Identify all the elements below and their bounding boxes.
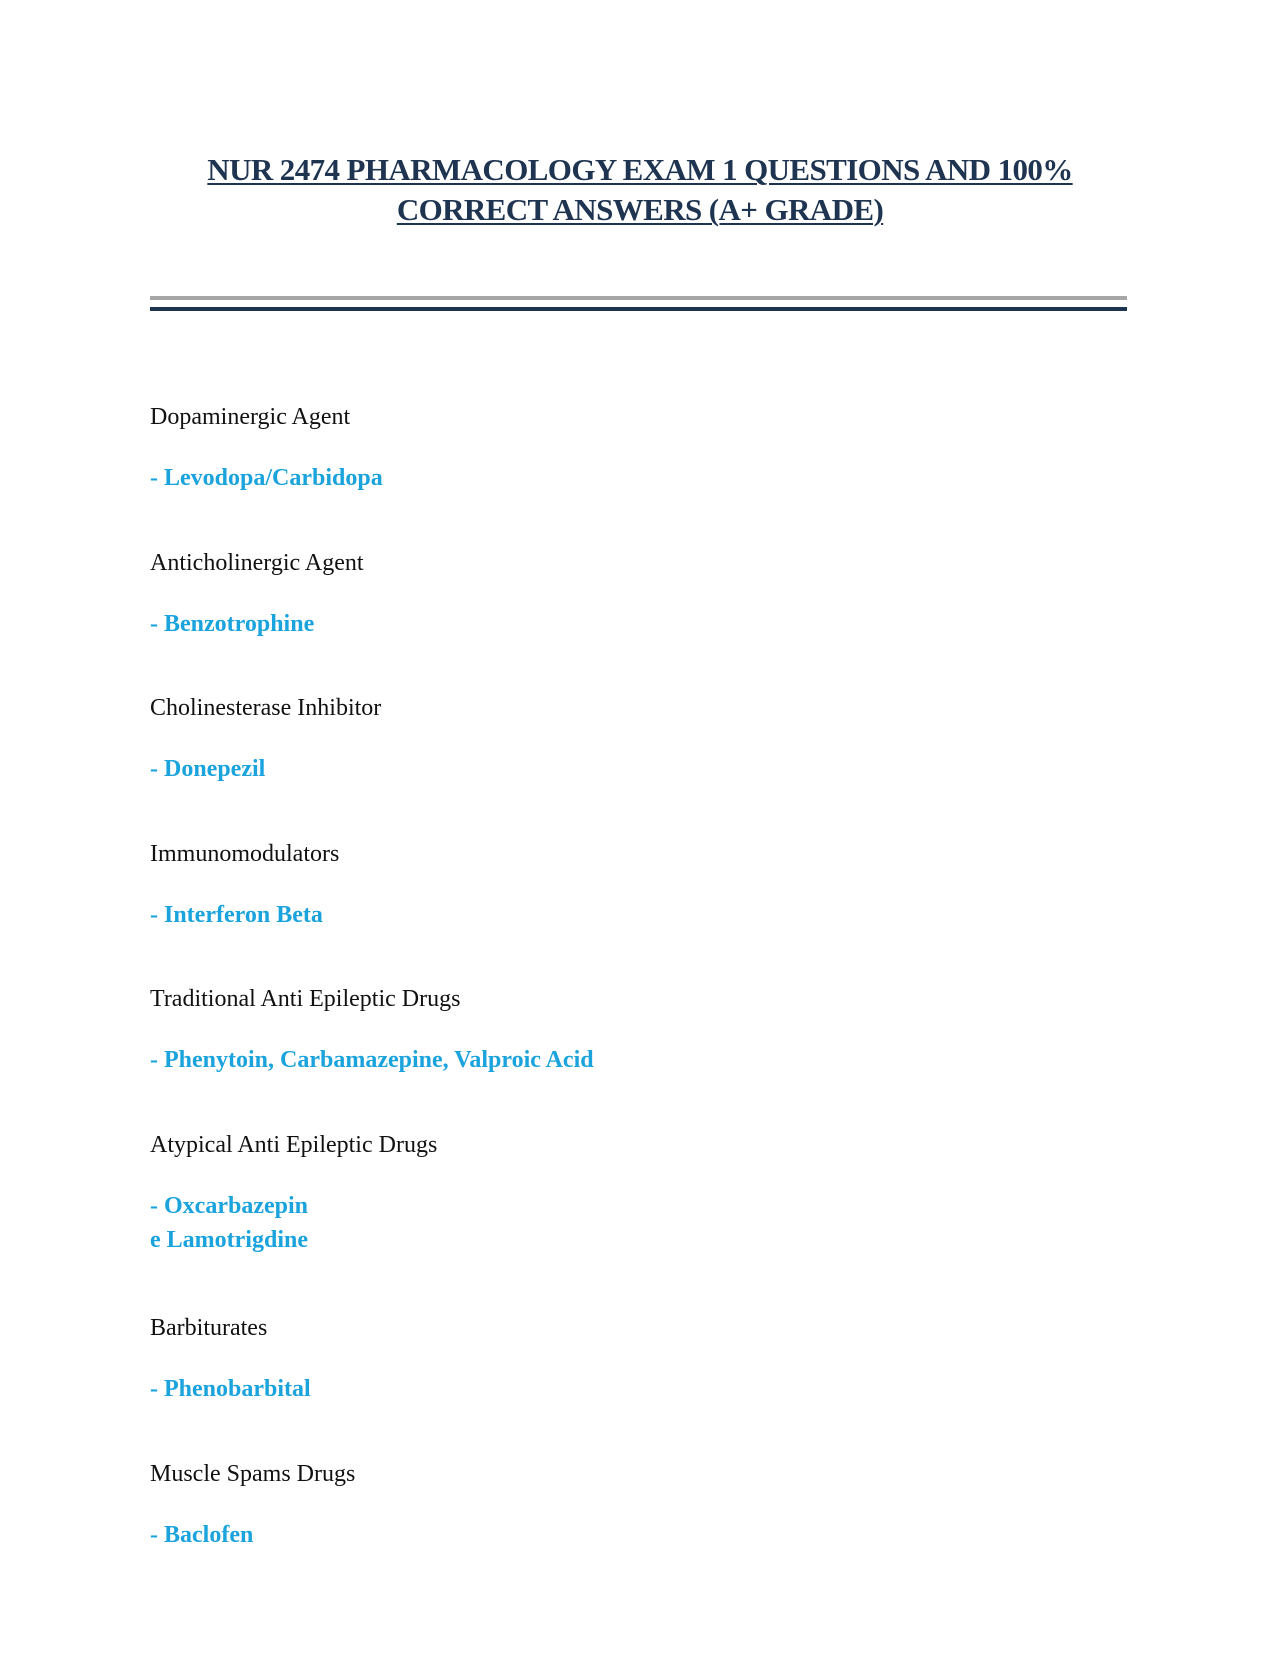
answer-text: - Oxcarbazepin e Lamotrigdine (150, 1193, 308, 1253)
answer-text: - Benzotrophine (150, 611, 315, 637)
question-text: Atypical Anti Epileptic Drugs (150, 1132, 438, 1158)
document-title (150, 150, 1130, 230)
answer-text: - Donepezil (150, 756, 266, 782)
title-line-1: NUR 2474 PHARMACOLOGY EXAM 1 QUESTIONS AND 100% (207, 152, 1073, 187)
qa-entry (150, 694, 1050, 782)
question-text: Traditional Anti Epileptic Drugs (150, 986, 461, 1012)
question-text: Muscle Spams Drugs (150, 1461, 356, 1487)
question-text: Dopaminergic Agent (150, 404, 351, 430)
qa-entry (150, 985, 1050, 1073)
answer-text: - Phenobarbital (150, 1376, 311, 1402)
question-text: Barbiturates (150, 1315, 268, 1341)
divider-dark (150, 307, 1127, 311)
answer-text: - Levodopa/Carbidopa (150, 465, 383, 491)
qa-entry (150, 1460, 1050, 1548)
question-text: Anticholinergic Agent (150, 550, 364, 576)
qa-entry (150, 1131, 1050, 1253)
qa-entry (150, 549, 1050, 637)
question-text: Cholinesterase Inhibitor (150, 695, 382, 721)
answer-text: - Baclofen (150, 1522, 254, 1548)
question-text: Immunomodulators (150, 841, 340, 867)
qa-entry (150, 403, 1050, 491)
qa-entry (150, 840, 1050, 928)
qa-entry (150, 1314, 1050, 1402)
title-line-2: CORRECT ANSWERS (A+ GRADE) (396, 192, 884, 227)
answer-text: - Interferon Beta (150, 902, 323, 928)
answer-text: - Phenytoin, Carbamazepine, Valproic Acid (150, 1047, 594, 1073)
divider-gray (150, 296, 1127, 300)
